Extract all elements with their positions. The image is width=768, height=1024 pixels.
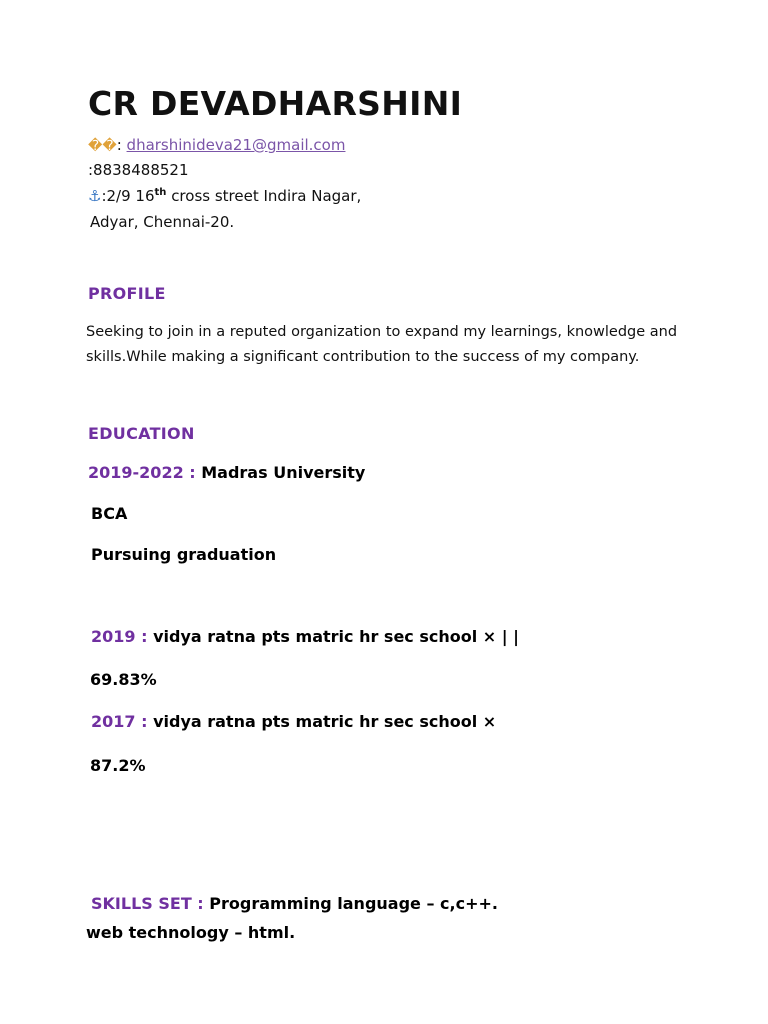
address-line-2: Adyar, Chennai-20. <box>90 213 235 231</box>
email-separator: : <box>116 136 127 154</box>
education-score: 69.83% <box>90 670 157 689</box>
education-entry-2017 <box>91 712 496 731</box>
address-street-number: :2/9 16 <box>101 187 155 205</box>
profile-heading: PROFILE <box>88 284 166 303</box>
education-entry-university <box>88 463 365 482</box>
email-line <box>88 136 345 154</box>
education-entry-2019 <box>91 627 519 646</box>
email-link[interactable]: dharshinideva21@gmail.com <box>126 136 346 154</box>
education-degree: BCA <box>91 504 128 523</box>
email-icon: �� <box>88 138 117 154</box>
address-line-1 <box>88 187 361 205</box>
skills-programming: Programming language – c,c++. <box>203 894 498 913</box>
education-institution: vidya ratna pts matric hr sec school × <box>147 712 497 731</box>
skills-line-1 <box>91 894 498 913</box>
education-year: 2019-2022 : <box>88 463 196 482</box>
candidate-name: CR DEVADHARSHINI <box>88 84 463 123</box>
education-year: 2019 : <box>91 627 148 646</box>
skills-line-2: web technology – html. <box>86 923 296 942</box>
phone-number: :8838488521 <box>88 161 189 179</box>
anchor-icon: ⚓ <box>88 187 102 205</box>
education-score: 87.2% <box>90 756 146 775</box>
education-institution: Madras University <box>195 463 366 482</box>
profile-text: Seeking to join in a reputed organization to expand my learnings, knowledge and skills.While making a significant contribution to the success of my company. <box>86 324 678 365</box>
education-heading: EDUCATION <box>88 424 195 443</box>
education-institution: vidya ratna pts matric hr sec school × | | <box>147 627 520 646</box>
skills-heading: SKILLS SET : <box>91 894 204 913</box>
address-street-name: cross street Indira Nagar, <box>166 187 362 205</box>
address-ordinal-suffix: th <box>154 187 167 198</box>
education-year: 2017 : <box>91 712 148 731</box>
education-status: Pursuing graduation <box>91 545 277 564</box>
